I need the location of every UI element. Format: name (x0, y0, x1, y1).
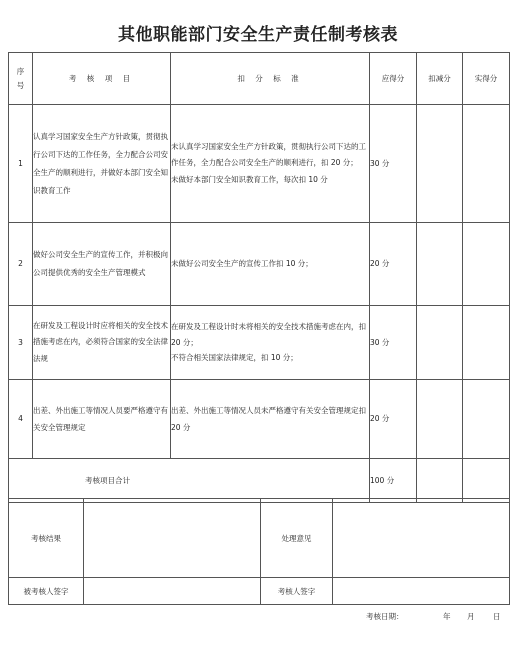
criteria-line: 出差、外出施工等情况人员未严格遵守有关安全管理规定扣 20 分 (171, 405, 366, 432)
row-number: 3 (9, 306, 33, 380)
total-score: 100 分 (370, 459, 417, 503)
table-row (9, 380, 510, 459)
row-deduct-cell[interactable] (417, 380, 463, 459)
date-day: 日 (493, 612, 501, 621)
row-actual-cell[interactable] (463, 223, 510, 306)
row-due-score: 20 分 (370, 380, 417, 459)
row-deduct-cell[interactable] (417, 223, 463, 306)
header-item: 考 核 项 目 (33, 53, 171, 105)
assessment-table (8, 52, 510, 503)
row-due-score: 30 分 (370, 306, 417, 380)
assessor-signature-label: 考核人签字 (261, 578, 333, 605)
result-row (9, 499, 510, 578)
row-number: 4 (9, 380, 33, 459)
row-due-score: 20 分 (370, 223, 417, 306)
assessee-signature-label: 被考核人签字 (9, 578, 84, 605)
row-criteria (171, 223, 370, 306)
opinion-field[interactable] (333, 499, 510, 578)
date-label: 考核日期： (366, 612, 404, 621)
table-row (9, 306, 510, 380)
result-field[interactable] (84, 499, 261, 578)
criteria-line: 未认真学习国家安全生产方针政策，贯彻执行公司下达的工作任务，全力配合公司安全生产的顺利进行，扣 20 分； (171, 141, 366, 168)
row-actual-cell[interactable] (463, 105, 510, 223)
signature-row (9, 578, 510, 605)
header-criteria: 扣 分 标 准 (171, 53, 370, 105)
row-actual-cell[interactable] (463, 306, 510, 380)
row-item: 做好公司安全生产的宣传工作，并积极向公司提供优秀的安全生产管理模式 (33, 223, 171, 306)
row-actual-cell[interactable] (463, 380, 510, 459)
row-item: 出差、外出施工等情况人员要严格遵守有关安全管理规定 (33, 380, 171, 459)
criteria-line: 未做好本部门安全知识教育工作，每次扣 10 分 (171, 174, 328, 184)
opinion-label: 处理意见 (261, 499, 333, 578)
criteria-line: 不符合相关国家法律规定，扣 10 分； (171, 353, 298, 363)
row-criteria (171, 105, 370, 223)
total-row (9, 459, 510, 503)
total-actual-cell[interactable] (463, 459, 510, 503)
total-deduct-cell[interactable] (417, 459, 463, 503)
row-number: 2 (9, 223, 33, 306)
header-row (9, 53, 510, 105)
row-deduct-cell[interactable] (417, 105, 463, 223)
table-row (9, 223, 510, 306)
row-deduct-cell[interactable] (417, 306, 463, 380)
date-month: 月 (467, 612, 475, 621)
date-year: 年 (443, 612, 451, 621)
row-item: 在研发及工程设计时应将相关的安全技术措施考虑在内，必须符合国家的安全法律法规 (33, 306, 171, 380)
page-title: 其他职能部门安全生产责任制考核表 (118, 25, 398, 45)
header-actual-score: 实得分 (463, 53, 510, 105)
criteria-line: 在研发及工程设计时未将相关的安全技术措施考虑在内，扣 20 分； (171, 321, 366, 347)
assessee-signature-field[interactable] (84, 578, 261, 605)
row-criteria (171, 306, 370, 380)
header-due-score: 应得分 (370, 53, 417, 105)
row-number: 1 (9, 105, 33, 223)
header-deduct-score: 扣减分 (417, 53, 463, 105)
criteria-line: 未做好公司安全生产的宣传工作扣 10 分； (171, 259, 313, 269)
row-item: 认真学习国家安全生产方针政策，贯彻执行公司下达的工作任务，全力配合公司安全生产的顺利进行，并做好本部门安全知识教育工作 (33, 105, 171, 223)
row-due-score: 30 分 (370, 105, 417, 223)
header-seq: 序号 (9, 53, 33, 105)
assessor-signature-field[interactable] (333, 578, 510, 605)
row-criteria (171, 380, 370, 459)
signature-table (8, 498, 510, 605)
result-label: 考核结果 (9, 499, 84, 578)
total-label: 考核项目合计 (9, 459, 370, 503)
table-row (9, 105, 510, 223)
